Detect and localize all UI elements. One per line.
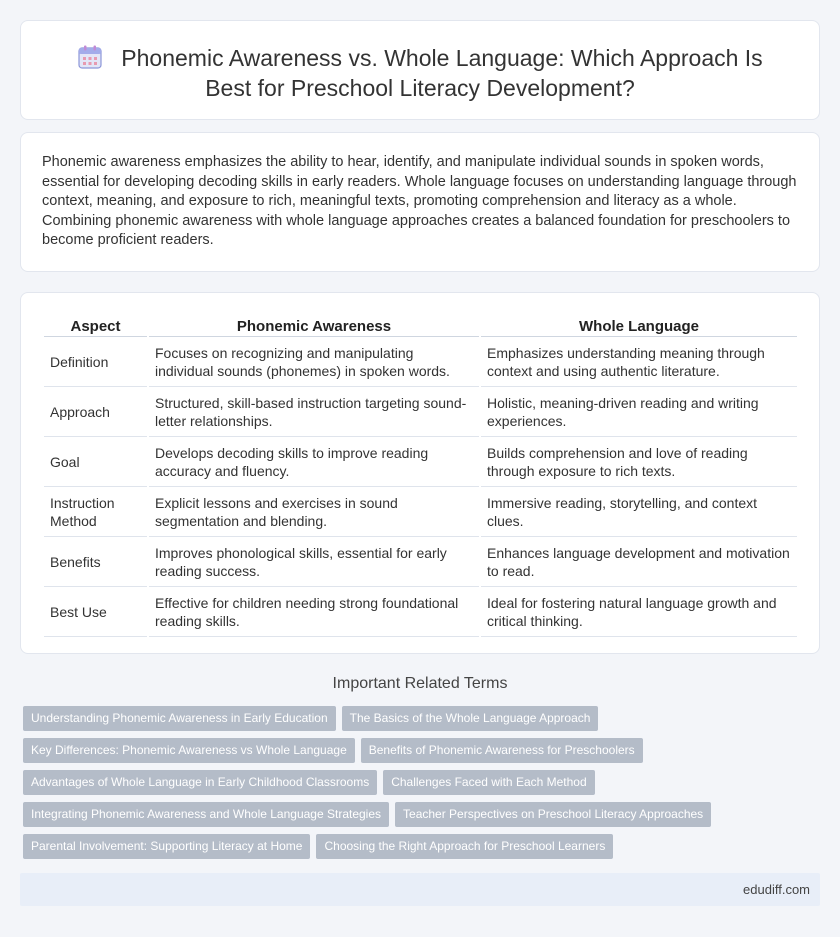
related-term-link[interactable]: The Basics of the Whole Language Approach: [342, 706, 599, 731]
related-terms-heading: Important Related Terms: [332, 675, 508, 692]
table-header-row: [44, 317, 797, 337]
table-row: [44, 539, 797, 587]
whole-language-cell: Enhances language development and motivation to read.: [481, 539, 797, 587]
whole-language-cell: Emphasizes understanding meaning through context and using authentic literature.: [481, 339, 797, 387]
related-term-link[interactable]: Key Differences: Phonemic Awareness vs Whole Language: [23, 738, 355, 763]
aspect-cell: Definition: [44, 339, 147, 387]
aspect-cell: Approach: [44, 389, 147, 437]
header-phonemic-awareness: Phonemic Awareness: [149, 317, 479, 337]
related-term-link[interactable]: Choosing the Right Approach for Preschool Learners: [316, 834, 613, 859]
related-term-link[interactable]: Parental Involvement: Supporting Literacy at Home: [23, 834, 310, 859]
aspect-cell: Instruction Method: [44, 489, 147, 537]
title-card: [20, 20, 820, 120]
related-term-link[interactable]: Integrating Phonemic Awareness and Whole Language Strategies: [23, 802, 389, 827]
aspect-cell: Benefits: [44, 539, 147, 587]
phonemic-cell: Improves phonological skills, essential for early reading success.: [149, 539, 479, 587]
intro-paragraph: Phonemic awareness emphasizes the ability to hear, identify, and manipulate individual sounds in spoken words, essential for developing decoding skills in early readers. Whole language focuses on understanding language through context, meaning, and exposure to rich, meaningful texts, promoting comprehension and literacy as a whole. Combining phonemic awareness with whole language approaches creates a balanced foundation for preschoolers to become proficient readers.: [42, 154, 797, 248]
phonemic-cell: Develops decoding skills to improve reading accuracy and fluency.: [149, 439, 479, 487]
phonemic-cell: Effective for children needing strong foundational reading skills.: [149, 589, 479, 637]
related-term-link[interactable]: Teacher Perspectives on Preschool Literacy Approaches: [395, 802, 711, 827]
title-line-2: Best for Preschool Literacy Development?: [205, 75, 635, 101]
whole-language-cell: Builds comprehension and love of reading through exposure to rich texts.: [481, 439, 797, 487]
comparison-card: [20, 292, 820, 654]
whole-language-cell: Immersive reading, storytelling, and context clues.: [481, 489, 797, 537]
aspect-cell: Goal: [44, 439, 147, 487]
footer-site-link[interactable]: edudiff.com: [743, 882, 810, 897]
aspect-cell: Best Use: [44, 589, 147, 637]
related-terms-list: [23, 706, 823, 866]
page-title: [21, 43, 819, 103]
table-row: [44, 589, 797, 637]
phonemic-cell: Structured, skill-based instruction targeting sound-letter relationships.: [149, 389, 479, 437]
phonemic-cell: Focuses on recognizing and manipulating individual sounds (phonemes) in spoken words.: [149, 339, 479, 387]
whole-language-cell: Holistic, meaning-driven reading and writing experiences.: [481, 389, 797, 437]
phonemic-cell: Explicit lessons and exercises in sound segmentation and blending.: [149, 489, 479, 537]
title-line-1: Phonemic Awareness vs. Whole Language: Which Approach Is: [121, 45, 763, 71]
related-term-link[interactable]: Benefits of Phonemic Awareness for Preschoolers: [361, 738, 643, 763]
calendar-icon: [77, 44, 103, 70]
table-row: [44, 489, 797, 537]
comparison-table: [42, 315, 799, 639]
related-term-link[interactable]: Advantages of Whole Language in Early Childhood Classrooms: [23, 770, 377, 795]
table-row: [44, 339, 797, 387]
table-row: [44, 439, 797, 487]
intro-card: [20, 132, 820, 272]
related-term-link[interactable]: Challenges Faced with Each Method: [383, 770, 594, 795]
whole-language-cell: Ideal for fostering natural language growth and critical thinking.: [481, 589, 797, 637]
table-row: [44, 389, 797, 437]
footer-bar: [20, 873, 820, 906]
related-term-link[interactable]: Understanding Phonemic Awareness in Early Education: [23, 706, 336, 731]
header-aspect: Aspect: [44, 317, 147, 337]
header-whole-language: Whole Language: [481, 317, 797, 337]
